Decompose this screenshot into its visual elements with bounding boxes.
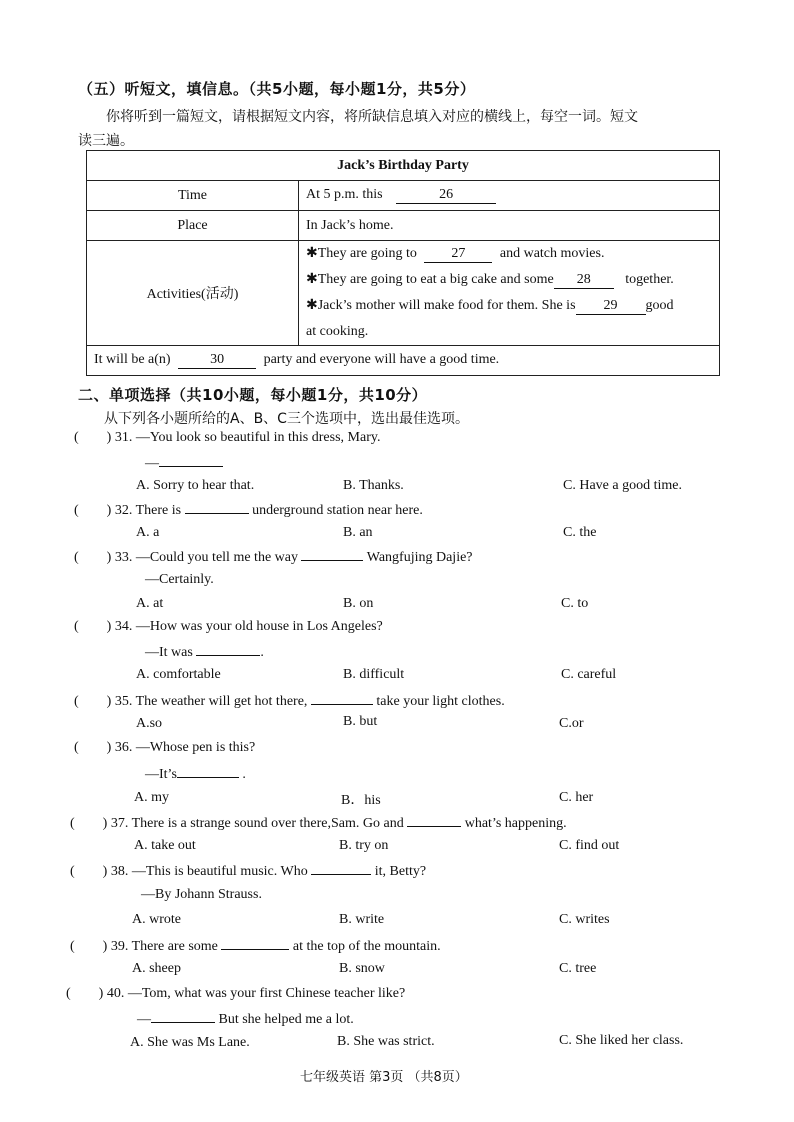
question-34: [74, 619, 383, 635]
q37-stem-post: what’s happening.: [464, 816, 567, 831]
q34-stem: ) 34. —How was your old house in Los Angeles?: [106, 619, 383, 634]
act2-post: together.: [625, 272, 674, 287]
birthday-party-table: [86, 150, 720, 376]
q31-line2: [145, 454, 223, 472]
paren: (: [74, 430, 79, 445]
q36-blank[interactable]: [177, 765, 239, 778]
q39-option-a[interactable]: A. sheep: [132, 961, 181, 976]
q35-stem: ) 35. The weather will get hot there,: [106, 694, 308, 709]
q34-line2: [145, 643, 264, 661]
paren: (: [74, 694, 79, 709]
q33-blank[interactable]: [301, 548, 363, 561]
summary-cell: [87, 346, 720, 376]
q36-its: —It’s: [145, 767, 177, 782]
page-footer: 七年级英语 第3页 （共8页）: [300, 1070, 468, 1085]
question-35: [74, 692, 505, 710]
q36-line2: [145, 765, 246, 783]
q38-stem: ) 38. —This is beautiful music. Who: [102, 864, 308, 879]
q35-stem-post: take your light clothes.: [376, 694, 505, 709]
q36-stem: ) 36. —Whose pen is this?: [106, 740, 256, 755]
summary-pre: It will be a(n): [94, 352, 171, 367]
q33-stem: ) 33. —Could you tell me the way: [106, 550, 298, 565]
q40-dash: —: [137, 1012, 151, 1027]
place-value: In Jack’s home.: [299, 211, 720, 241]
question-38: [70, 862, 426, 880]
q35-blank[interactable]: [311, 692, 373, 705]
blank-30[interactable]: 30: [178, 352, 256, 369]
summary-post: party and everyone will have a good time.: [263, 352, 500, 367]
section2-instruction: 从下列各小题所给的A、B、C三个选项中，选出最佳选项。: [104, 411, 469, 427]
act1-text: ✱They are going to: [306, 246, 417, 261]
q36-option-c[interactable]: C. her: [559, 790, 594, 805]
question-32: [74, 501, 423, 519]
act2-text: ✱They are going to eat a big cake and some: [306, 272, 554, 287]
question-36: [74, 740, 255, 756]
q38-option-b[interactable]: B. write: [339, 912, 385, 927]
q33-option-b[interactable]: B. on: [343, 596, 374, 611]
q33-option-a[interactable]: A. at: [136, 596, 164, 611]
q38-stem-post: it, Betty?: [374, 864, 427, 879]
question-40: [66, 986, 405, 1002]
q40-stem-post: But she helped me a lot.: [218, 1012, 354, 1027]
act3-post: good: [645, 298, 674, 313]
q37-stem: ) 37. There is a strange sound over there,Sam. Go and: [102, 816, 404, 831]
paren: (: [70, 816, 75, 831]
time-cell: [299, 181, 720, 211]
q40-option-b[interactable]: B. She was strict.: [337, 1034, 435, 1049]
q36-option-a[interactable]: A. my: [134, 790, 169, 805]
paren: (: [74, 619, 79, 634]
q40-blank[interactable]: [151, 1010, 215, 1023]
question-31: [74, 430, 380, 446]
q38-blank[interactable]: [311, 862, 371, 875]
q32-option-a[interactable]: A. a: [136, 525, 160, 540]
q37-option-b[interactable]: B. try on: [339, 838, 389, 853]
paren: (: [70, 864, 75, 879]
q32-stem-post: underground station near here.: [252, 503, 423, 518]
blank-27[interactable]: 27: [424, 246, 492, 263]
place-label: Place: [87, 211, 299, 241]
q37-blank[interactable]: [407, 814, 461, 827]
q31-dash: —: [145, 456, 159, 471]
q40-line2: [137, 1010, 354, 1028]
time-label: Time: [87, 181, 299, 211]
q31-option-a[interactable]: A. Sorry to hear that.: [136, 478, 255, 493]
act1-post: and watch movies.: [499, 246, 605, 261]
blank-29[interactable]: 29: [576, 298, 646, 315]
q34-period: .: [260, 645, 264, 660]
q33-stem-post: Wangfujing Dajie?: [366, 550, 473, 565]
section5-instruction-cont: 读三遍。: [78, 133, 134, 149]
table-caption: Jack’s Birthday Party: [87, 151, 720, 181]
q34-it-was: —It was: [145, 645, 193, 660]
q39-stem-post: at the top of the mountain.: [292, 939, 441, 954]
q31-option-b[interactable]: B. Thanks.: [343, 478, 404, 493]
q33-option-c[interactable]: C. to: [561, 596, 589, 611]
q40-stem: ) 40. —Tom, what was your first Chinese teacher like?: [98, 986, 406, 1001]
q39-option-b[interactable]: B. snow: [339, 961, 385, 976]
q39-stem: ) 39. There are some: [102, 939, 218, 954]
q32-stem: ) 32. There is: [106, 503, 182, 518]
paren: (: [70, 939, 75, 954]
q34-blank[interactable]: [196, 643, 260, 656]
paren: (: [74, 740, 79, 755]
paren: (: [74, 550, 79, 565]
q33-line2: —Certainly.: [145, 572, 214, 587]
section5-title: （五）听短文，填信息。（共5小题，每小题1分，共5分）: [78, 80, 476, 98]
q35-option-c[interactable]: C.or: [559, 716, 584, 731]
activities-cell: [299, 241, 720, 346]
blank-26[interactable]: 26: [396, 187, 496, 204]
q38-option-c[interactable]: C. writes: [559, 912, 610, 927]
q40-option-a[interactable]: A. She was Ms Lane.: [130, 1035, 250, 1050]
act3-text: ✱Jack’s mother will make food for them. She is: [306, 298, 576, 313]
q34-option-c[interactable]: C. careful: [561, 667, 617, 682]
q32-option-b[interactable]: B. an: [343, 525, 373, 540]
section5-instruction: 你将听到一篇短文，请根据短文内容，将所缺信息填入对应的横线上，每空一词。短文: [106, 109, 638, 125]
q37-option-a[interactable]: A. take out: [134, 838, 196, 853]
q32-blank[interactable]: [185, 501, 249, 514]
q39-blank[interactable]: [221, 937, 289, 950]
question-39: [70, 937, 441, 955]
q31-stem: ) 31. —You look so beautiful in this dress, Mary.: [106, 430, 381, 445]
q40-option-c[interactable]: C. She liked her class.: [559, 1033, 684, 1048]
q37-option-c[interactable]: C. find out: [559, 838, 620, 853]
q39-option-c[interactable]: C. tree: [559, 961, 597, 976]
activities-label: Activities(活动): [87, 241, 299, 346]
q36-period: .: [242, 767, 246, 782]
question-37: [70, 814, 567, 832]
q32-option-c[interactable]: C. the: [563, 525, 597, 540]
q31-blank[interactable]: [159, 454, 223, 467]
q38-option-a[interactable]: A. wrote: [132, 912, 181, 927]
q34-option-b[interactable]: B. difficult: [343, 667, 405, 682]
section2-title: 二、单项选择（共10小题，每小题1分，共10分）: [78, 386, 428, 404]
q34-option-a[interactable]: A. comfortable: [136, 667, 221, 682]
blank-28[interactable]: 28: [554, 272, 614, 289]
q36-option-b[interactable]: B．his: [341, 793, 381, 808]
q31-option-c[interactable]: C. Have a good time.: [563, 478, 682, 493]
q35-option-b[interactable]: B. but: [343, 714, 378, 729]
question-33: [74, 548, 473, 566]
time-prefix: At 5 p.m. this: [306, 187, 383, 202]
paren: (: [74, 503, 79, 518]
paren: (: [66, 986, 71, 1001]
q38-line2: —By Johann Strauss.: [141, 887, 262, 902]
q35-option-a[interactable]: A.so: [136, 716, 163, 731]
act3-cont: at cooking.: [306, 324, 369, 339]
